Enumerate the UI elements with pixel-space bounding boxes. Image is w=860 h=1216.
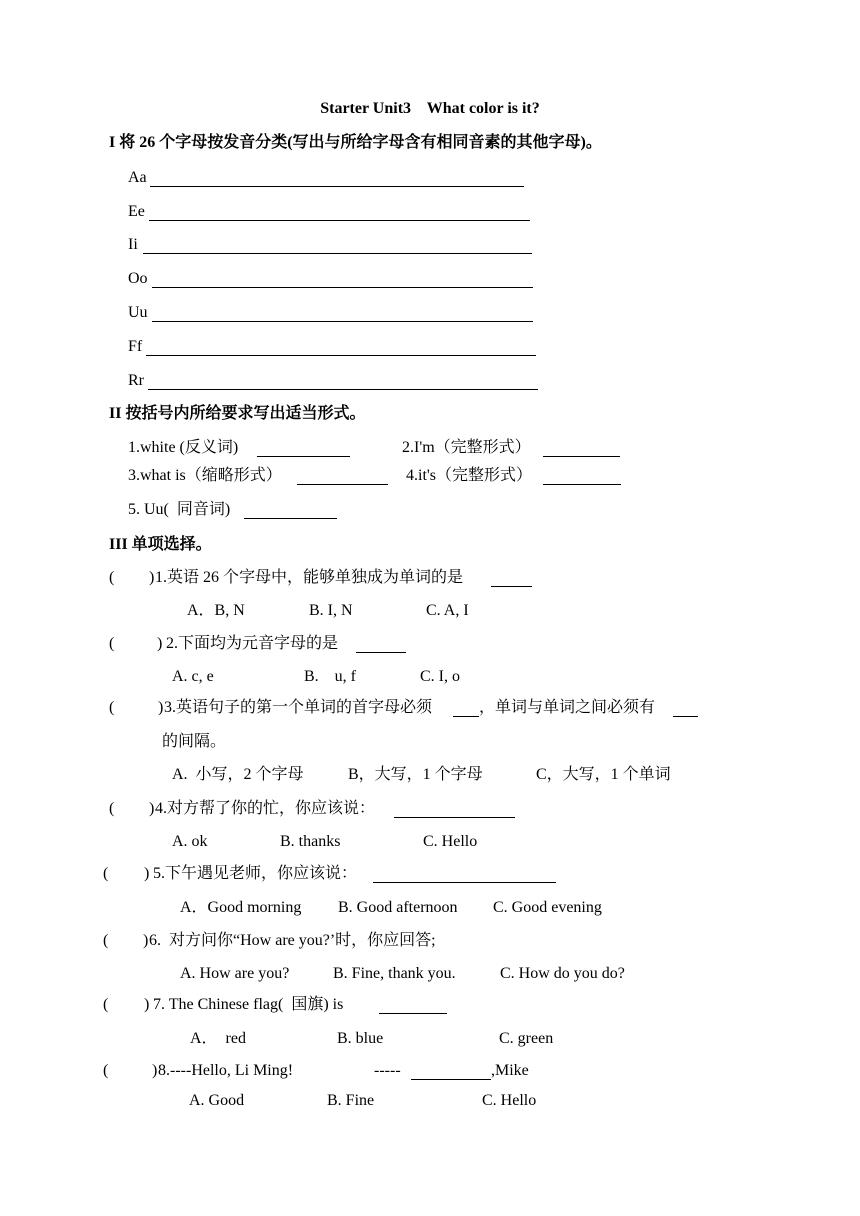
answer-slot-q4[interactable] xyxy=(117,797,147,821)
letter-row-oo: Oo xyxy=(128,270,148,287)
conversion-item-2: 2.I'm（完整形式） xyxy=(402,439,531,456)
question-3-blank-2 xyxy=(673,716,698,717)
section-1-heading: I 将 26 个字母按发音分类(写出与所给字母含有相同音素的其他字母)。 xyxy=(109,134,602,151)
answer-paren-open-q6: ( xyxy=(103,932,109,949)
section-2-heading: II 按括号内所给要求写出适当形式。 xyxy=(109,405,366,422)
conversion-blank-3[interactable] xyxy=(297,484,388,485)
question-8-text: 8.----Hello, Li Ming! xyxy=(158,1062,294,1079)
q2-option-c: C. I, o xyxy=(420,668,460,685)
q4-option-a: A. ok xyxy=(172,833,208,850)
answer-blank-ii[interactable] xyxy=(143,253,532,254)
answer-paren-close-q6: ) xyxy=(143,932,149,949)
question-2-blank xyxy=(356,652,406,653)
question-3-blank-1 xyxy=(453,716,479,717)
question-4-text: 4.对方帮了你的忙，你应该说： xyxy=(155,800,376,817)
q5-option-b: B. Good afternoon xyxy=(338,899,458,916)
section-3-heading: III 单项选择。 xyxy=(109,536,212,553)
q5-option-c: C. Good evening xyxy=(493,899,602,916)
question-4-blank xyxy=(394,817,515,818)
answer-blank-rr[interactable] xyxy=(148,389,538,390)
letter-row-aa: Aa xyxy=(128,169,147,186)
question-3-text: 3.英语句子的第一个单词的首字母必须 xyxy=(164,699,433,716)
answer-paren-open-q7: ( xyxy=(103,996,109,1013)
letter-row-ee: Ee xyxy=(128,203,145,220)
answer-paren-open-q1: ( xyxy=(109,569,115,586)
question-8-text-end: ,Mike xyxy=(491,1062,529,1079)
answer-slot-q7[interactable] xyxy=(111,993,143,1017)
q3-option-c: C，大写，1 个单词 xyxy=(536,766,671,783)
answer-paren-close-q3: ) xyxy=(158,699,164,716)
question-1-text: 1.英语 26 个字母中，能够单独成为单词的是 xyxy=(155,569,464,586)
q3-option-a: A. 小写，2 个字母 xyxy=(172,766,304,783)
q7-option-b: B. blue xyxy=(337,1030,384,1047)
question-8-blank xyxy=(411,1079,491,1080)
q8-option-b: B. Fine xyxy=(327,1092,375,1109)
q4-option-b: B. thanks xyxy=(280,833,341,850)
conversion-item-1: 1.white (反义词) xyxy=(128,439,239,456)
answer-paren-open-q2: ( xyxy=(109,635,115,652)
letter-row-rr: Rr xyxy=(128,372,144,389)
question-3-text-part2: ，单词与单词之间必须有 xyxy=(479,699,656,716)
question-3-continuation: 的间隔。 xyxy=(162,733,227,750)
answer-paren-close-q4: ) xyxy=(149,800,155,817)
question-5-blank xyxy=(373,882,556,883)
answer-slot-q1[interactable] xyxy=(117,566,147,590)
letter-row-uu: Uu xyxy=(128,304,148,321)
answer-paren-close-q2: ) xyxy=(157,635,163,652)
q5-option-a: A．Good morning xyxy=(180,899,302,916)
page-title: Starter Unit3 What color is it? xyxy=(320,100,540,117)
q7-option-c: C. green xyxy=(499,1030,554,1047)
answer-paren-open-q4: ( xyxy=(109,800,115,817)
answer-blank-oo[interactable] xyxy=(152,287,533,288)
answer-paren-open-q3: ( xyxy=(109,699,115,716)
answer-paren-close-q8: ) xyxy=(152,1062,158,1079)
conversion-item-3: 3.what is（缩略形式） xyxy=(128,467,282,484)
conversion-blank-5[interactable] xyxy=(244,518,337,519)
conversion-blank-2[interactable] xyxy=(543,456,620,457)
letter-row-ii: Ii xyxy=(128,236,138,253)
answer-blank-aa[interactable] xyxy=(150,186,524,187)
answer-slot-q6[interactable] xyxy=(111,929,141,953)
q8-option-a: A. Good xyxy=(189,1092,245,1109)
question-1-blank xyxy=(491,586,532,587)
answer-paren-close-q5: ) xyxy=(144,865,150,882)
q6-option-c: C. How do you do? xyxy=(500,965,625,982)
answer-blank-uu[interactable] xyxy=(152,321,533,322)
question-7-text: 7. The Chinese flag( 国旗) is xyxy=(149,996,344,1013)
q1-option-a: A．B, N xyxy=(187,602,245,619)
question-7-blank xyxy=(379,1013,447,1014)
q7-option-a: A． red xyxy=(190,1030,246,1047)
answer-paren-open-q5: ( xyxy=(103,865,109,882)
answer-slot-q3[interactable] xyxy=(117,696,155,720)
q1-option-c: C. A, I xyxy=(426,602,469,619)
answer-slot-q8[interactable] xyxy=(111,1059,151,1083)
letter-row-ff: Ff xyxy=(128,338,143,355)
q1-option-b: B. I, N xyxy=(309,602,353,619)
answer-blank-ee[interactable] xyxy=(149,220,530,221)
q3-option-b: B，大写，1 个字母 xyxy=(348,766,483,783)
q6-option-b: B. Fine, thank you. xyxy=(333,965,456,982)
question-8-dialogue-dashes: ----- xyxy=(374,1062,401,1079)
conversion-item-5: 5. Uu( 同音词) xyxy=(128,501,231,518)
conversion-blank-4[interactable] xyxy=(543,484,621,485)
answer-paren-open-q8: ( xyxy=(103,1062,109,1079)
answer-slot-q2[interactable] xyxy=(117,632,155,656)
answer-slot-q5[interactable] xyxy=(111,862,143,886)
question-2-text: 2.下面均为元音字母的是 xyxy=(162,635,339,652)
q4-option-c: C. Hello xyxy=(423,833,478,850)
question-6-text: 6. 对方问你“How are you?’时，你应回答; xyxy=(149,932,436,949)
question-5-text: 5.下午遇见老师，你应该说： xyxy=(149,865,358,882)
q2-option-a: A. c, e xyxy=(172,668,214,685)
conversion-blank-1[interactable] xyxy=(257,456,350,457)
q2-option-b: B. u, f xyxy=(304,668,356,685)
conversion-item-4: 4.it's（完整形式） xyxy=(406,467,533,484)
q8-option-c: C. Hello xyxy=(482,1092,537,1109)
q6-option-a: A. How are you? xyxy=(180,965,290,982)
answer-blank-ff[interactable] xyxy=(146,355,536,356)
answer-paren-close-q7: ) xyxy=(144,996,150,1013)
answer-paren-close-q1: ) xyxy=(149,569,155,586)
